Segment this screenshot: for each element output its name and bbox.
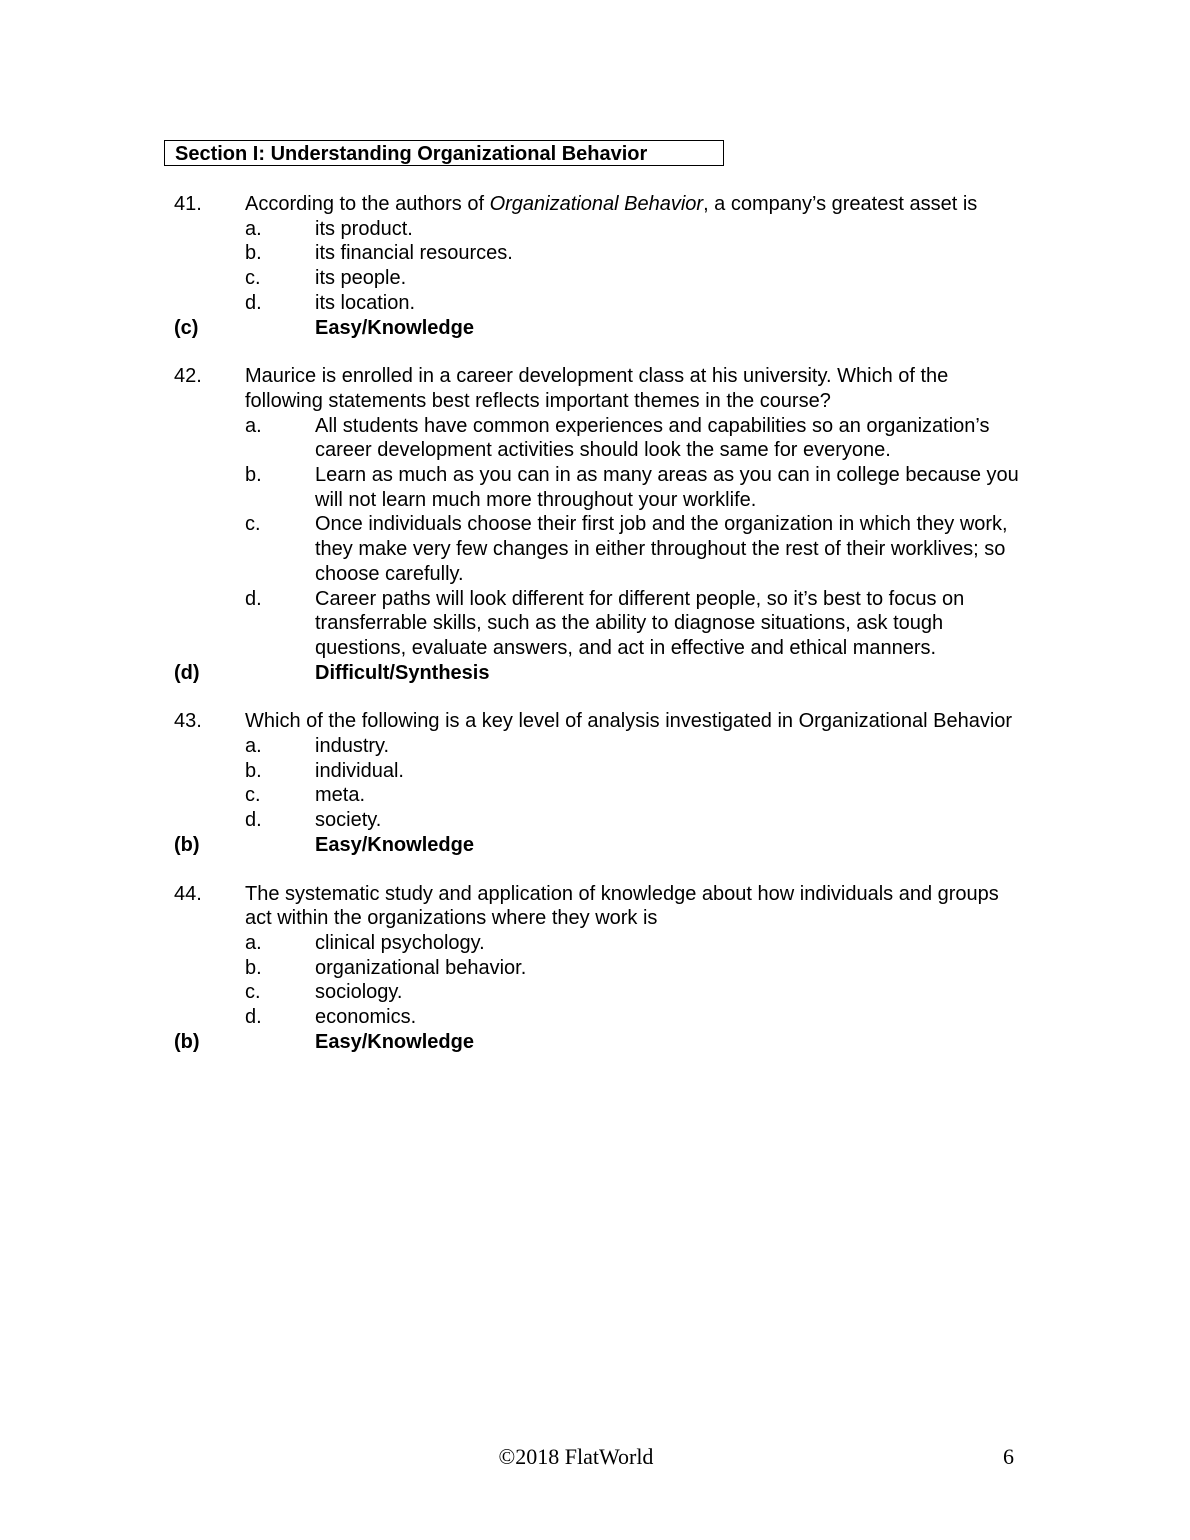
question-list (174, 192, 1024, 1079)
question-44 (174, 882, 1024, 1055)
answer-row (174, 833, 1024, 858)
option-d: d. its location. (245, 291, 416, 314)
option-c: c. sociology. (245, 981, 403, 1004)
question-stem: The systematic study and application of knowledge about how individuals and groups act within the organizations where they work is (245, 882, 999, 930)
page-number: 6 (1003, 1444, 1014, 1469)
option-b: b. organizational behavior. (245, 956, 527, 979)
difficulty-label: Easy/Knowledge (315, 1030, 474, 1053)
option-d: d. economics. (245, 1006, 417, 1029)
answer-key: (d) (174, 661, 200, 684)
option-b: b. Learn as much as you can in as many areas as you can in college because you will not learn much more throughout your worklife. (245, 464, 1019, 511)
question-43 (174, 709, 1024, 857)
question-number: 42. (174, 365, 202, 388)
option-a: a. industry. (245, 735, 390, 758)
question-41 (174, 192, 1024, 340)
answer-key: (b) (174, 833, 200, 856)
section-title: Section I: Understanding Organizational Behavior (175, 143, 648, 165)
question-number: 41. (174, 193, 202, 215)
option-c: c. meta. (245, 784, 366, 807)
question-stem: Maurice is enrolled in a career development class at his university. Which of the following statements best reflects important themes in the course? (245, 365, 949, 412)
question-stem: According to the authors of Organizational Behavior, a company’s greatest asset is (245, 193, 978, 215)
option-d: d. Career paths will look different for different people, so it’s best to focus on transferrable skills, such as the ability to diagnose situations, ask tough questions, evaluate answers, and act in effective and ethical manners. (245, 587, 965, 659)
question-number: 44. (174, 882, 202, 905)
answer-row (174, 316, 1024, 341)
option-d: d. society. (245, 809, 382, 832)
option-b: b. its financial resources. (245, 242, 513, 265)
question-42 (174, 364, 1024, 685)
answer-row (174, 1030, 1024, 1055)
footer-copyright: ©2018 FlatWorld (498, 1444, 654, 1469)
answer-key: (b) (174, 1030, 200, 1053)
difficulty-label: Easy/Knowledge (315, 833, 474, 856)
difficulty-label: Easy/Knowledge (315, 316, 474, 339)
option-a: a. clinical psychology. (245, 931, 485, 954)
option-a: a. its product. (245, 217, 413, 240)
section-header-box (164, 140, 724, 166)
question-stem: Which of the following is a key level of analysis investigated in Organizational Behavior (245, 710, 1013, 733)
difficulty-label: Difficult/Synthesis (315, 661, 490, 684)
option-b: b. individual. (245, 759, 404, 782)
question-number: 43. (174, 710, 202, 733)
option-c: c. Once individuals choose their first job and the organization in which they work, they make very few changes in either throughout the rest of their worklives; so choose carefully. (245, 513, 1008, 585)
answer-row (174, 661, 1024, 686)
option-c: c. its people. (245, 267, 407, 290)
option-a: a. All students have common experiences and capabilities so an organization’s career development activities should look the same for everyone. (245, 414, 990, 462)
answer-key: (c) (174, 316, 199, 339)
